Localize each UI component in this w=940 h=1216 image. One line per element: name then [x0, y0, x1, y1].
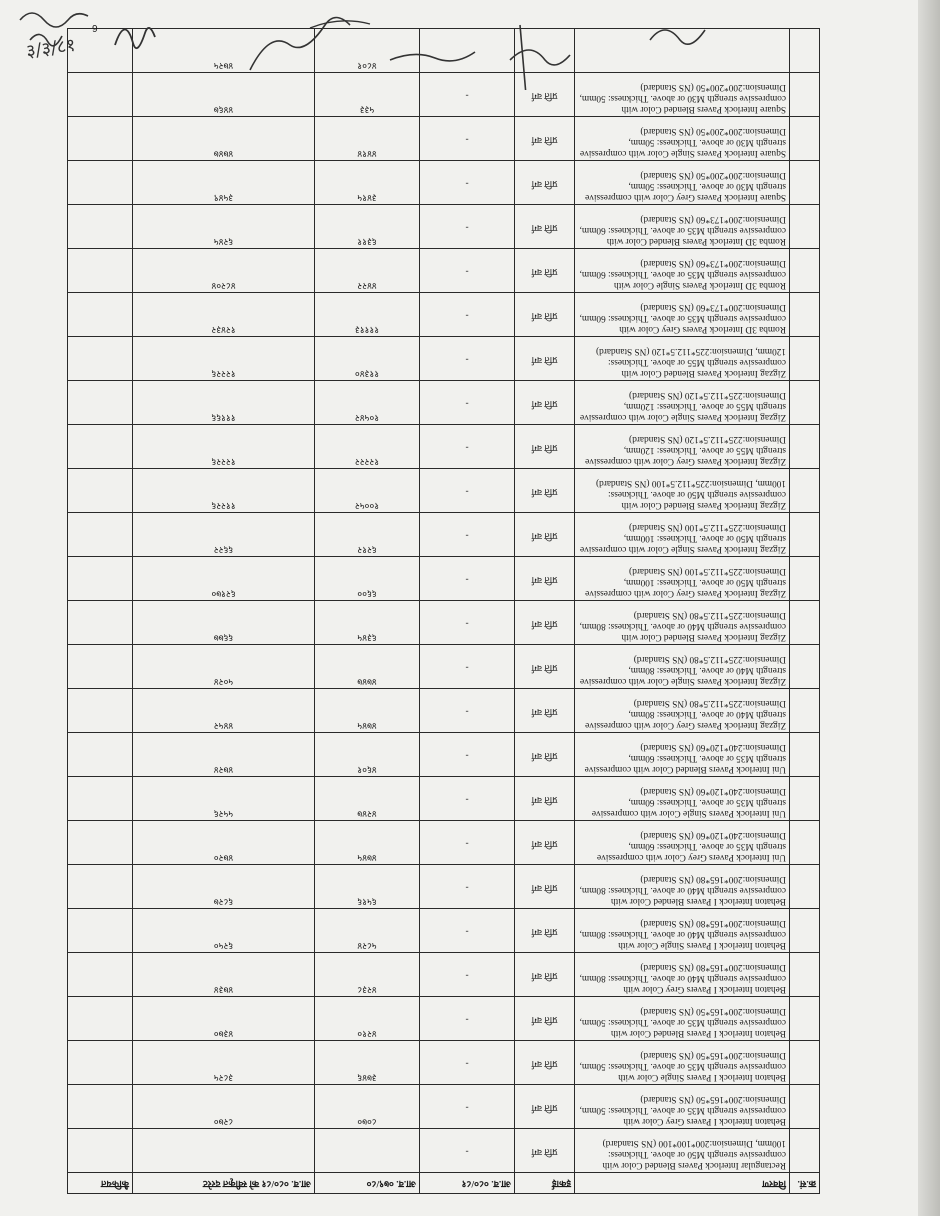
cell-description: Zigzag Interlock Pavers Grey Color with compressive strength M40 or above. Thickness: 80mm, Dimension:225*112.5*80 (NS Standard)	[575, 689, 790, 733]
cell-rate-1: -	[420, 117, 515, 161]
cell-sn	[790, 117, 820, 161]
cell-remarks	[68, 689, 133, 733]
cell-unit: प्रति वर्ग	[515, 865, 575, 909]
table-row	[68, 425, 820, 469]
cell-rate-1: -	[420, 1041, 515, 1085]
cell-unit: प्रति वर्ग	[515, 117, 575, 161]
cell-rate-3: ४७२५	[133, 29, 315, 73]
rate-table	[67, 28, 820, 1194]
cell-unit: प्रति वर्ग	[515, 953, 575, 997]
cell-rate-1: -	[420, 73, 515, 117]
table-row	[68, 205, 820, 249]
table-row	[68, 293, 820, 337]
cell-rate-2: ६३४५	[315, 601, 420, 645]
table-row	[68, 381, 820, 425]
cell-rate-3: ४७३४	[133, 953, 315, 997]
cell-sn	[790, 909, 820, 953]
cell-remarks	[68, 953, 133, 997]
cell-rate-3: १२२२६	[133, 425, 315, 469]
table-row	[68, 909, 820, 953]
cell-rate-2: ५८२४	[315, 909, 420, 953]
cell-rate-3: ११२२६	[133, 469, 315, 513]
cell-remarks	[68, 117, 133, 161]
cell-sn	[790, 1085, 820, 1129]
cell-rate-1: -	[420, 1129, 515, 1173]
cell-rate-1: -	[420, 997, 515, 1041]
cell-description: Zigzag Interlock Pavers Grey Color with compressive strength M55 or above. Thickness: 120mm, Dimension:225*112.5*120 (NS Standard)	[575, 425, 790, 469]
cell-rate-2: ८०७०	[315, 1085, 420, 1129]
cell-remarks	[68, 997, 133, 1041]
table-row	[68, 117, 820, 161]
cell-unit: प्रति वर्ग	[515, 733, 575, 777]
cell-remarks	[68, 1085, 133, 1129]
cell-remarks	[68, 865, 133, 909]
cell-rate-2: ६३११	[315, 205, 420, 249]
cell-description: Rectangular Interlock Pavers Blended Color with compressive strength M50 or above. Thickness: 100mm, Dimension:200*100*100 (NS Standard)	[575, 1129, 790, 1173]
cell-rate-1: -	[420, 909, 515, 953]
cell-rate-3: १२४३२	[133, 293, 315, 337]
cell-unit: प्रति वर्ग	[515, 425, 575, 469]
cell-description: Uni Interlock Pavers Grey Color with compressive strength M35 or above. Thickness: 60mm, Dimension:240*120*60 (NS Standard)	[575, 821, 790, 865]
cell-rate-2: १०५४२	[315, 381, 420, 425]
cell-remarks	[68, 645, 133, 689]
cell-rate-1: -	[420, 821, 515, 865]
cell-sn	[790, 293, 820, 337]
cell-remarks	[68, 1041, 133, 1085]
cell-rate-3: ५५२६	[133, 777, 315, 821]
cell-sn	[790, 689, 820, 733]
table-row	[68, 689, 820, 733]
cell-rate-3: ६२१७०	[133, 557, 315, 601]
cell-sn	[790, 469, 820, 513]
cell-remarks	[68, 1129, 133, 1173]
cell-unit: प्रति वर्ग	[515, 1041, 575, 1085]
cell-rate-2: ४७४५	[315, 821, 420, 865]
cell-rate-3: ६२५०	[133, 909, 315, 953]
cell-remarks	[68, 909, 133, 953]
header-rate-3: आ.व. ०८०/८१ को स्वीकृत दररेट	[133, 1173, 315, 1194]
cell-sn	[790, 777, 820, 821]
cell-rate-3: ४७४७	[133, 117, 315, 161]
cell-rate-2: ४७४७	[315, 645, 420, 689]
table-row	[68, 337, 820, 381]
cell-unit: प्रति वर्ग	[515, 513, 575, 557]
cell-sn	[790, 1041, 820, 1085]
header-rate-1: आ.व. ०८०/८१	[420, 1173, 515, 1194]
cell-unit: प्रति वर्ग	[515, 557, 575, 601]
handwritten-date-note: ३/३/८१	[24, 34, 77, 63]
cell-rate-1: -	[420, 161, 515, 205]
cell-sn	[790, 29, 820, 73]
cell-rate-3: ४४६७	[133, 73, 315, 117]
cell-sn	[790, 557, 820, 601]
cell-description: Romba 3D Interlock Pavers Single Color with compressive strength M35 or above. Thickness: 60mm, Dimension:200*173*60 (NS Standard)	[575, 249, 790, 293]
cell-rate-3: ५०२४	[133, 645, 315, 689]
cell-rate-2: ६२१२	[315, 513, 420, 557]
cell-description: Uni Interlock Pavers Single Color with compressive strength M35 or above. Thickness: 60mm, Dimension:240*120*60 (NS Standard)	[575, 777, 790, 821]
cell-rate-2	[315, 1129, 420, 1173]
cell-sn	[790, 733, 820, 777]
cell-rate-3: ६६२२	[133, 513, 315, 557]
page-number: 6	[92, 22, 98, 33]
cell-sn	[790, 513, 820, 557]
cell-rate-1: -	[420, 777, 515, 821]
cell-rate-1: -	[420, 425, 515, 469]
cell-sn	[790, 645, 820, 689]
table-row	[68, 953, 820, 997]
table-row	[68, 1129, 820, 1173]
cell-unit: प्रति वर्ग	[515, 161, 575, 205]
cell-rate-2: ४२१०	[315, 997, 420, 1041]
cell-rate-1: -	[420, 337, 515, 381]
cell-rate-2: ४२३८	[315, 953, 420, 997]
cell-description: Square Interlock Pavers Grey Color with compressive strength M30 or above. Thickness: 50mm, Dimension:200*200*50 (NS Standard)	[575, 161, 790, 205]
cell-sn	[790, 953, 820, 997]
cell-rate-3: ६२४५	[133, 205, 315, 249]
table-row	[68, 777, 820, 821]
table-row	[68, 557, 820, 601]
cell-rate-1: -	[420, 249, 515, 293]
cell-rate-3: ३८२५	[133, 1041, 315, 1085]
cell-description: Square Interlock Pavers Blended Color with compressive strength M30 or above. Thickness: 50mm, Dimension:200*200*50 (NS Standard)	[575, 73, 790, 117]
cell-rate-2: ३७४६	[315, 1041, 420, 1085]
cell-sn	[790, 337, 820, 381]
cell-sn	[790, 249, 820, 293]
cell-unit: प्रति वर्ग	[515, 777, 575, 821]
cell-rate-2: ११११३	[315, 293, 420, 337]
cell-rate-3: ४४५२	[133, 689, 315, 733]
cell-rate-3: १२२२६	[133, 337, 315, 381]
cell-unit: प्रति वर्ग	[515, 381, 575, 425]
cell-unit: प्रति वर्ग	[515, 249, 575, 293]
cell-rate-2: ४४२२	[315, 249, 420, 293]
cell-remarks	[68, 337, 133, 381]
cell-rate-3: १११६६	[133, 381, 315, 425]
cell-rate-1: -	[420, 689, 515, 733]
table-row	[68, 513, 820, 557]
cell-sn	[790, 161, 820, 205]
cell-rate-1: -	[420, 733, 515, 777]
table-row	[68, 1041, 820, 1085]
cell-rate-2: ११३४०	[315, 337, 420, 381]
cell-sn	[790, 73, 820, 117]
cell-description: Behaton Interlock I Pavers Blended Color with compressive strength M35 or above. Thickness: 50mm, Dimension:200*165*50 (NS Standard)	[575, 997, 790, 1041]
cell-rate-3: ४८२०४	[133, 249, 315, 293]
cell-unit: प्रति वर्ग	[515, 601, 575, 645]
table-row	[68, 249, 820, 293]
cell-description: Zigzag Interlock Pavers Blended Color with compressive strength M40 or above. Thickness: 80mm, Dimension:225*112.5*80 (NS Standard)	[575, 601, 790, 645]
cell-unit: प्रति वर्ग	[515, 997, 575, 1041]
cell-remarks	[68, 733, 133, 777]
cell-remarks	[68, 777, 133, 821]
cell-remarks	[68, 205, 133, 249]
cell-description: Behaton Interlock I Pavers Blended Color with compressive strength M40 or above. Thickness: 80mm, Dimension:200*165*80 (NS Standard)	[575, 865, 790, 909]
cell-remarks	[68, 469, 133, 513]
cell-unit: प्रति वर्ग	[515, 645, 575, 689]
cell-description: Behaton Interlock I Pavers Single Color with compressive strength M40 or above. Thickness: 80mm, Dimension:200*165*80 (NS Standard)	[575, 909, 790, 953]
cell-rate-2: १००५२	[315, 469, 420, 513]
cell-rate-1: -	[420, 557, 515, 601]
cell-rate-3: ४३७०	[133, 997, 315, 1041]
cell-unit: प्रति वर्ग	[515, 909, 575, 953]
cell-rate-1: -	[420, 205, 515, 249]
header-unit: इकाई	[515, 1173, 575, 1194]
cell-description: Zigzag Interlock Pavers Single Color with compressive strength M40 or above. Thickness: 80mm, Dimension:225*112.5*80 (NS Standard)	[575, 645, 790, 689]
cell-rate-3: ४७२०	[133, 821, 315, 865]
cell-sn	[790, 425, 820, 469]
table-row	[68, 601, 820, 645]
cell-sn	[790, 381, 820, 425]
cell-rate-2: ४८०१	[315, 29, 420, 73]
cell-rate-1: -	[420, 469, 515, 513]
table-row	[68, 997, 820, 1041]
cell-description: Romba 3D Interlock Pavers Grey Color with compressive strength M35 or above. Thickness: 60mm, Dimension:200*173*60 (NS Standard)	[575, 293, 790, 337]
cell-rate-3: ८२७०	[133, 1085, 315, 1129]
cell-sn	[790, 865, 820, 909]
table-row	[68, 469, 820, 513]
cell-remarks	[68, 249, 133, 293]
cell-sn	[790, 1129, 820, 1173]
cell-rate-1: -	[420, 953, 515, 997]
cell-unit: प्रति वर्ग	[515, 1129, 575, 1173]
header-description: विवरण	[575, 1173, 790, 1194]
cell-description: Zigzag Interlock Pavers Blended Color with compressive strength M55 or above. Thickness: 120mm, Dimension:225*112.5*120 (NS Standard)	[575, 337, 790, 381]
cell-rate-2: ४६०१	[315, 733, 420, 777]
cell-rate-3: ६८२७	[133, 865, 315, 909]
header-remarks: कैफियत	[68, 1173, 133, 1194]
cell-remarks	[68, 513, 133, 557]
cell-remarks	[68, 161, 133, 205]
header-rate-2: आ.व. ०७९/८०	[315, 1173, 420, 1194]
cell-sn	[790, 205, 820, 249]
cell-rate-2: ५३३	[315, 73, 420, 117]
cell-rate-3: ६६७७	[133, 601, 315, 645]
cell-description: Uni Interlock Pavers Blended Color with compressive strength M35 or above. Thickness: 60mm, Dimension:240*120*60 (NS Standard)	[575, 733, 790, 777]
cell-rate-2: ३४१५	[315, 161, 420, 205]
cell-rate-2: ६५१६	[315, 865, 420, 909]
cell-unit: प्रति वर्ग	[515, 821, 575, 865]
cell-description: Square Interlock Pavers Single Color with compressive strength M30 or above. Thickness: 50mm, Dimension:200*200*50 (NS Standard)	[575, 117, 790, 161]
cell-rate-1: -	[420, 381, 515, 425]
cell-description: Romba 3D Interlock Pavers Blended Color with compressive strength M35 or above. Thickness: 60mm, Dimension:200*173*60 (NS Standard)	[575, 205, 790, 249]
cell-rate-1: -	[420, 645, 515, 689]
cell-rate-2: ४२४७	[315, 777, 420, 821]
cell-rate-3: ४७२४	[133, 733, 315, 777]
cell-description: Behaton Interlock I Pavers Grey Color with compressive strength M40 or above. Thickness: 80mm, Dimension:200*165*80 (NS Standard)	[575, 953, 790, 997]
cell-sn	[790, 997, 820, 1041]
cell-sn	[790, 821, 820, 865]
header-sn: क्र.सं.	[790, 1173, 820, 1194]
cell-remarks	[68, 425, 133, 469]
cell-remarks	[68, 557, 133, 601]
cell-unit: प्रति वर्ग	[515, 1085, 575, 1129]
cell-description: Zigzag Interlock Pavers Single Color with compressive strength M50 or above. Thickness: 100mm, Dimension:225*112.5*100 (NS Standard)	[575, 513, 790, 557]
cell-rate-1: -	[420, 293, 515, 337]
cell-remarks	[68, 381, 133, 425]
cell-unit: प्रति वर्ग	[515, 469, 575, 513]
signature-marks	[10, 0, 710, 90]
table-row	[68, 645, 820, 689]
cell-unit: प्रति वर्ग	[515, 337, 575, 381]
scan-edge-shadow	[918, 0, 940, 1216]
header-row	[68, 1173, 820, 1194]
table-row	[68, 865, 820, 909]
table-row	[68, 1085, 820, 1129]
cell-rate-1: -	[420, 865, 515, 909]
table-row	[68, 161, 820, 205]
cell-rate-2: ४७४५	[315, 689, 420, 733]
cell-rate-2: ६६००	[315, 557, 420, 601]
cell-rate-1: -	[420, 601, 515, 645]
cell-rate-3: ३५४९	[133, 161, 315, 205]
cell-description: Zigzag Interlock Pavers Single Color with compressive strength M55 or above. Thickness: 120mm, Dimension:225*112.5*120 (NS Standard)	[575, 381, 790, 425]
cell-rate-2: १२२२२	[315, 425, 420, 469]
cell-rate-3	[133, 1129, 315, 1173]
cell-remarks	[68, 601, 133, 645]
cell-remarks	[68, 821, 133, 865]
cell-rate-2: ४४१४	[315, 117, 420, 161]
cell-unit: प्रति वर्ग	[515, 205, 575, 249]
cell-description: Behaton Interlock I Pavers Grey Color with compressive strength M35 or above. Thickness: 50mm, Dimension:200*165*50 (NS Standard)	[575, 1085, 790, 1129]
cell-unit: प्रति वर्ग	[515, 293, 575, 337]
cell-remarks	[68, 293, 133, 337]
cell-rate-1: -	[420, 1085, 515, 1129]
cell-description: Behaton Interlock I Pavers Single Color with compressive strength M35 or above. Thickness: 50mm, Dimension:200*165*50 (NS Standard)	[575, 1041, 790, 1085]
cell-sn	[790, 601, 820, 645]
cell-description: Zigzag Interlock Pavers Grey Color with compressive strength M50 or above. Thickness: 100mm, Dimension:225*112.5*100 (NS Standard)	[575, 557, 790, 601]
cell-unit: प्रति वर्ग	[515, 689, 575, 733]
cell-description: Zigzag Interlock Pavers Blended Color with compressive strength M50 or above. Thickness: 100mm, Dimension:225*112.5*100 (NS Standard)	[575, 469, 790, 513]
table-row	[68, 821, 820, 865]
cell-unit: प्रति वर्ग	[515, 73, 575, 117]
cell-rate-1: -	[420, 513, 515, 557]
table-row	[68, 733, 820, 777]
